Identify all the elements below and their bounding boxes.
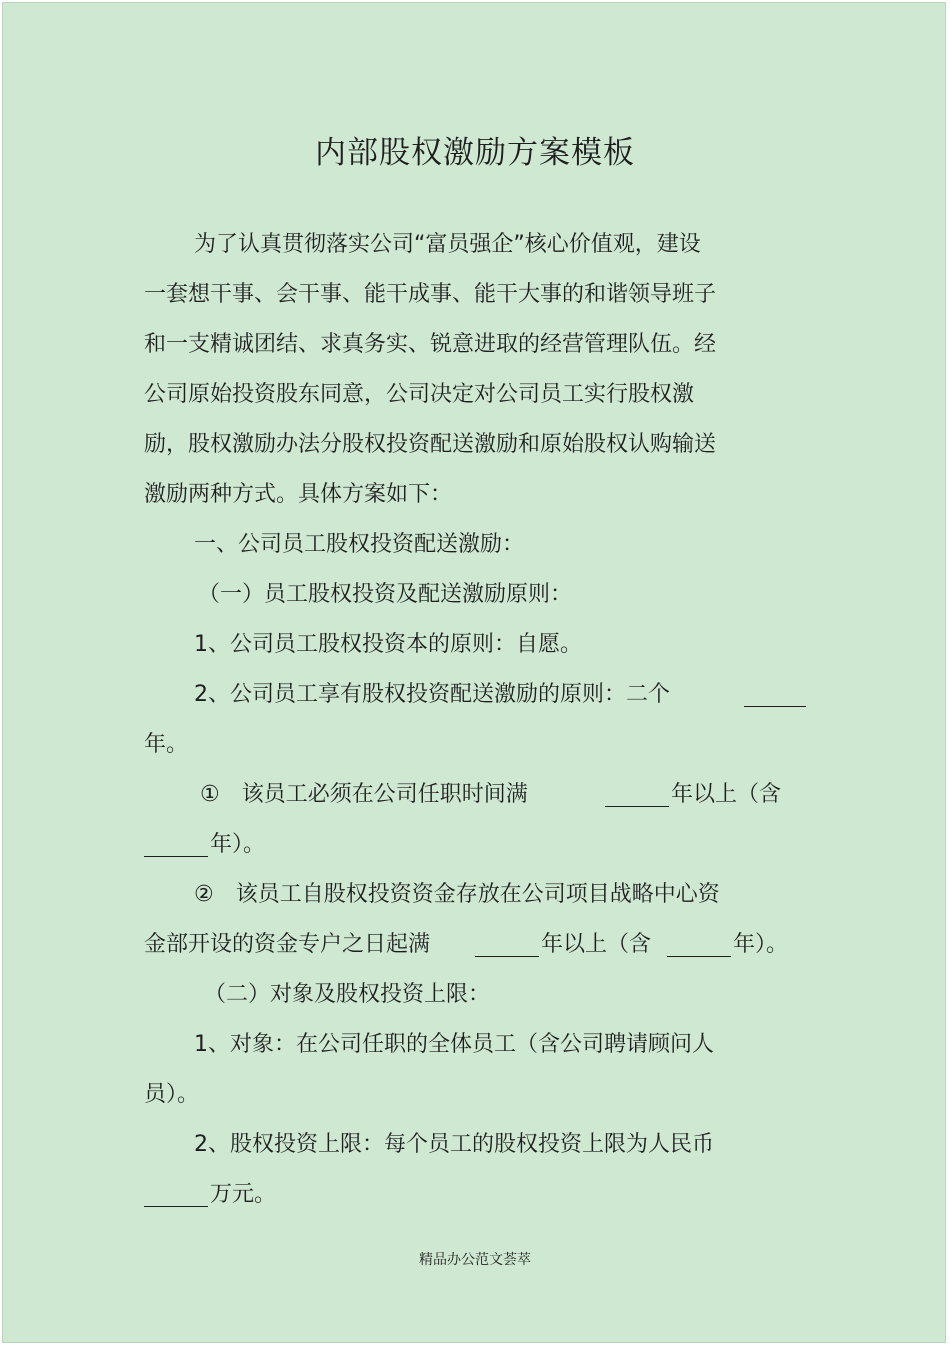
- condition-2-suffix: 年）。: [733, 932, 789, 957]
- object-line-2: 员）。: [144, 1082, 200, 1107]
- principle-2-line-2: 年。: [144, 732, 189, 757]
- condition-2-line-2: 金部开设的资金专户之日起满: [144, 932, 431, 957]
- blank-field: [144, 1205, 208, 1207]
- condition-2-middle: 年以上（含: [541, 932, 652, 957]
- blank-field: [144, 855, 208, 857]
- condition-1-suffix: 年以上（含: [671, 782, 782, 807]
- blank-field: [667, 955, 731, 957]
- blank-field: [475, 955, 539, 957]
- limit-line-2: 万元。: [210, 1182, 277, 1207]
- intro-line-2: 一套想干事、会干事、能干成事、能干大事的和谐领导班子: [144, 282, 717, 307]
- document-page: [2, 2, 946, 1343]
- intro-line-3: 和一支精诚团结、求真务实、锐意进取的经营管理队伍。经: [144, 332, 717, 357]
- intro-line-1: 为了认真贯彻落实公司“富员强企”核心价值观，建设: [194, 232, 701, 257]
- page-footer: 精品办公范文荟萃: [419, 1252, 531, 1268]
- condition-2-line-1: ② 该员工自股权投资资金存放在公司项目战略中心资: [194, 882, 720, 907]
- condition-1-line-2: 年）。: [210, 832, 266, 857]
- principle-2-line-1: 2、公司员工享有股权投资配送激励的原则：二个: [194, 682, 670, 707]
- intro-line-5: 励，股权激励办法分股权投资配送激励和原始股权认购输送: [144, 432, 717, 457]
- limit-line-1: 2、股权投资上限：每个员工的股权投资上限为人民币: [194, 1132, 714, 1157]
- principle-1: 1、公司员工股权投资本的原则：自愿。: [194, 632, 582, 657]
- section-heading-1: 一、公司员工股权投资配送激励：: [194, 532, 525, 557]
- subsection-heading-1: （一）员工股权投资及配送激励原则：: [198, 582, 573, 607]
- blank-field: [605, 805, 669, 807]
- intro-line-6: 激励两种方式。具体方案如下：: [144, 482, 453, 507]
- condition-1-line-1: ① 该员工必须在公司任职时间满: [200, 782, 528, 807]
- subsection-heading-2: （二）对象及股权投资上限：: [204, 982, 491, 1007]
- intro-line-4: 公司原始投资股东同意，公司决定对公司员工实行股权激: [144, 382, 695, 407]
- blank-field: [744, 705, 806, 707]
- object-line-1: 1、对象：在公司任职的全体员工（含公司聘请顾问人: [194, 1032, 714, 1057]
- document-title: 内部股权激励方案模板: [315, 135, 635, 171]
